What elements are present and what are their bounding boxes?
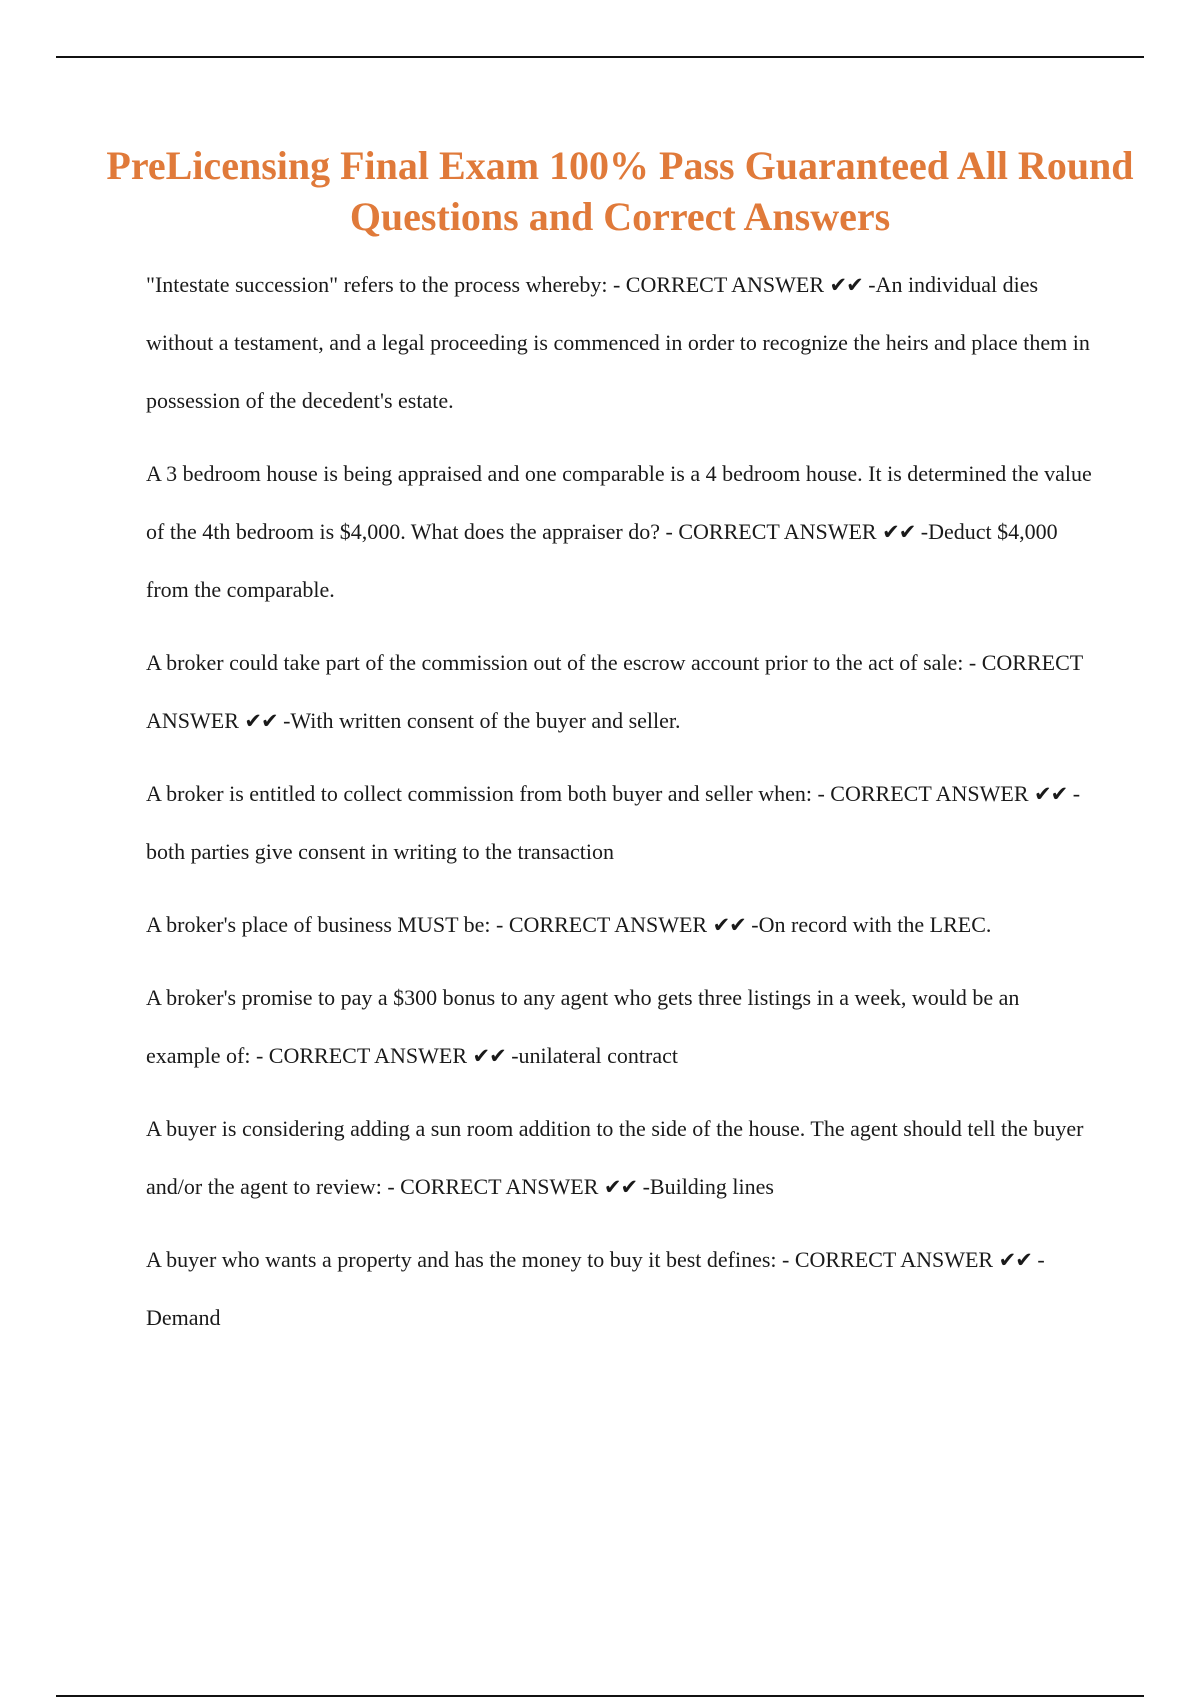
qa-item <box>146 634 1096 750</box>
answer-text: -both parties give consent in writing to the transaction <box>146 781 1081 864</box>
answer-marker: - CORRECT ANSWER <box>255 1043 468 1068</box>
answer-marker: - CORRECT ANSWER <box>817 781 1029 806</box>
answer-marker: - CORRECT ANSWER <box>387 1174 599 1199</box>
qa-item <box>146 896 1096 954</box>
question-text: A buyer is considering adding a sun room addition to the side of the house. The agent should tell the buyer and/or the agent to review: <box>146 1116 1084 1199</box>
qa-item <box>146 445 1096 619</box>
question-text: A buyer who wants a property and has the money to buy it best defines: <box>146 1247 777 1272</box>
page-title: PreLicensing Final Exam 100% Pass Guaranteed All Round Questions and Correct Answers <box>106 143 1134 239</box>
double-check-icon: ✔✔ <box>712 913 746 937</box>
double-check-icon: ✔✔ <box>998 1248 1032 1272</box>
double-check-icon: ✔✔ <box>472 1044 506 1068</box>
answer-marker: - CORRECT ANSWER <box>496 912 708 937</box>
question-text: A broker's promise to pay a $300 bonus to any agent who gets three listings in a week, would be an example of: <box>146 985 1020 1068</box>
answer-text: -Demand <box>146 1247 1045 1330</box>
qa-item <box>146 1231 1096 1347</box>
qa-item <box>146 256 1096 430</box>
qa-item <box>146 969 1096 1085</box>
double-check-icon: ✔✔ <box>882 520 916 544</box>
answer-marker: - CORRECT ANSWER <box>782 1247 994 1272</box>
double-check-icon: ✔✔ <box>603 1175 638 1199</box>
question-text: A broker is entitled to collect commission from both buyer and seller when: <box>146 781 812 806</box>
answer-marker: - CORRECT ANSWER <box>612 272 825 297</box>
answer-text: -On record with the LREC. <box>751 912 992 937</box>
question-text: A broker's place of business MUST be: <box>146 912 491 937</box>
qa-list <box>146 256 1096 1362</box>
question-text: A 3 bedroom house is being appraised and one comparable is a 4 bedroom house. It is determined the value of the 4th bedroom is $4,000. What does the appraiser do? <box>146 461 1092 544</box>
answer-marker: - CORRECT ANSWER <box>146 650 1083 733</box>
bottom-rule <box>56 1695 1144 1697</box>
double-check-icon: ✔✔ <box>1034 782 1068 806</box>
question-text: A broker could take part of the commission out of the escrow account prior to the act of sale: <box>146 650 964 675</box>
answer-marker: - CORRECT ANSWER <box>665 519 877 544</box>
double-check-icon: ✔✔ <box>244 709 278 733</box>
answer-text: -With written consent of the buyer and seller. <box>283 708 681 733</box>
answer-text: -Deduct $4,000 from the comparable. <box>146 519 1058 602</box>
qa-item <box>146 1100 1096 1216</box>
qa-item <box>146 765 1096 881</box>
answer-text: -unilateral contract <box>511 1043 678 1068</box>
answer-text: -Building lines <box>642 1174 774 1199</box>
answer-text: -An individual dies without a testament, and a legal proceeding is commenced in order to recognize the heirs and place them in possession of the decedent's estate. <box>146 272 1090 413</box>
question-text: "Intestate succession" refers to the process whereby: <box>146 272 608 297</box>
top-rule <box>56 56 1144 58</box>
double-check-icon: ✔✔ <box>829 273 863 297</box>
